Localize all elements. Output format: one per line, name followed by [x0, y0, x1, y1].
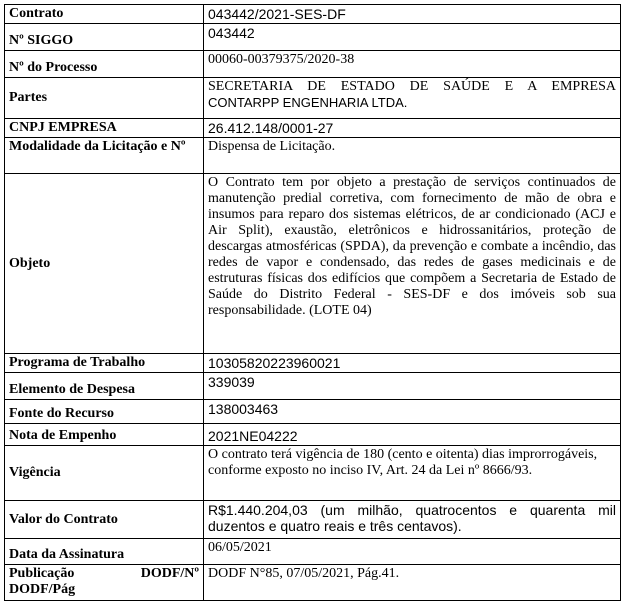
partes-value-line-2: CONTARPP ENGENHARIA LTDA. — [208, 95, 408, 110]
modalidade-label: Modalidade da Licitação e Nº — [5, 138, 204, 174]
contrato-label: Contrato — [5, 5, 204, 24]
table-row — [5, 400, 621, 424]
valor-label: Valor do Contrato — [5, 501, 204, 539]
table-row — [5, 565, 621, 601]
table-row — [5, 5, 621, 24]
table-row — [5, 424, 621, 446]
table-row — [5, 24, 621, 51]
fonte-label: Fonte do Recurso — [5, 400, 204, 424]
cnpj-value: 26.412.148/0001-27 — [204, 119, 621, 138]
empenho-label: Nota de Empenho — [5, 424, 204, 446]
partes-label: Partes — [5, 78, 204, 119]
publicacao-label — [5, 565, 204, 601]
fonte-value: 138003463 — [204, 400, 621, 424]
programa-value: 10305820223960021 — [204, 354, 621, 373]
assinatura-value: 06/05/2021 — [204, 539, 621, 565]
vigencia-label: Vigência — [5, 446, 204, 501]
partes-value — [204, 78, 621, 119]
table-row — [5, 119, 621, 138]
empenho-value: 2021NE04222 — [204, 424, 621, 446]
cnpj-label: CNPJ EMPRESA — [5, 119, 204, 138]
elemento-value: 339039 — [204, 373, 621, 400]
publicacao-label-text: Publicação DODF/Nº DODF/Pág — [9, 566, 199, 597]
programa-label: Programa de Trabalho — [5, 354, 204, 373]
processo-value: 00060-00379375/2020-38 — [204, 51, 621, 78]
contract-summary-table — [4, 4, 621, 601]
publicacao-value: DODF N°85, 07/05/2021, Pág.41. — [204, 565, 621, 601]
table-row — [5, 78, 621, 119]
elemento-label: Elemento de Despesa — [5, 373, 204, 400]
table-row — [5, 138, 621, 174]
table-row — [5, 354, 621, 373]
siggo-label: Nº SIGGO — [5, 24, 204, 51]
partes-value-line-1: SECRETARIA DE ESTADO DE SAÚDE E A EMPRESA — [208, 79, 616, 94]
table-row — [5, 174, 621, 354]
table-row — [5, 501, 621, 539]
table-row — [5, 51, 621, 78]
valor-value: R$1.440.204,03 (um milhão, quatrocentos e quarenta mil duzentos e quatro reais e três centavos). — [204, 501, 621, 539]
vigencia-value: O contrato terá vigência de 180 (cento e oitenta) dias improrrogáveis, conforme exposto no inciso IV, Art. 24 da Lei nº 8666/93. — [204, 446, 621, 501]
contrato-value: 043442/2021-SES-DF — [204, 5, 621, 24]
table-row — [5, 446, 621, 501]
table-row — [5, 539, 621, 565]
objeto-label: Objeto — [5, 174, 204, 354]
objeto-value: O Contrato tem por objeto a prestação de serviços continuados de manutenção predial corretiva, com fornecimento de mão de obra e insumos para reparo dos sistemas elétricos, de ar condicionado (ACJ e Air Split), exaustão, eletrônicos e hidrossanitários, proteção de descargas atmosféricas (SPDA), da prevenção e combate a incêndio, das redes de vapor e condensado, das redes de gases medicinais e de estruturas físicas dos edifícios que compõem a Secretaria de Estado de Saúde do Distrito Federal - SES-DF e dos imóveis sob sua responsabilidade. (LOTE 04) — [204, 174, 621, 354]
processo-label: Nº do Processo — [5, 51, 204, 78]
modalidade-value: Dispensa de Licitação. — [204, 138, 621, 174]
siggo-value: 043442 — [204, 24, 621, 51]
assinatura-label: Data da Assinatura — [5, 539, 204, 565]
table-row — [5, 373, 621, 400]
